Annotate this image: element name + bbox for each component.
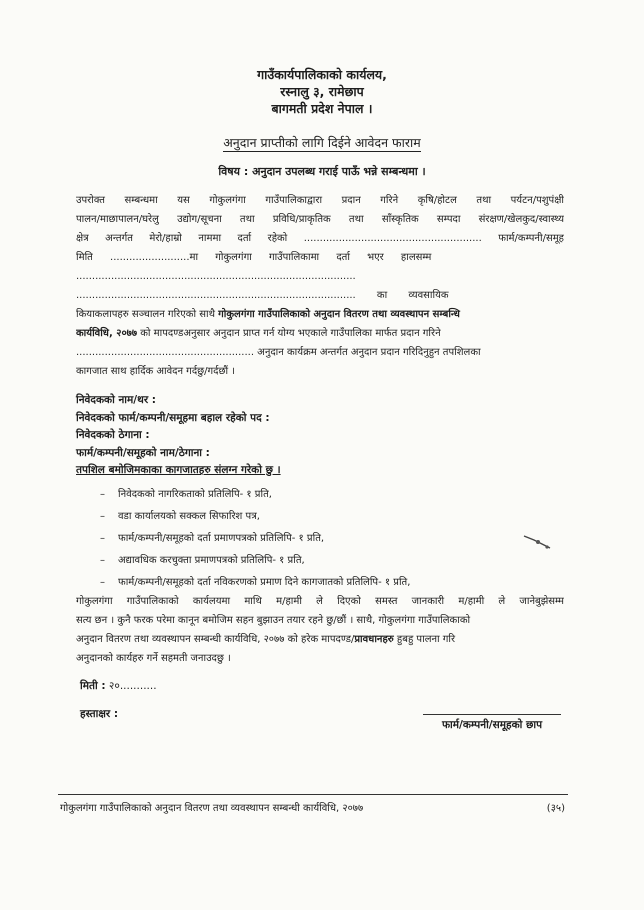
para2-line-3: कार्यविधि, २०७७ को मापदण्डअनुसार अनुदान प्राप्त गर्न योग्य भएकाले गाउँपालिका मार्फत प्रदान गरिने [76,328,441,339]
office-header [0,66,644,117]
header-line-3: बागमती प्रदेश नेपाल । [271,101,373,116]
document-item: – फार्म/कम्पनी/समूहको दर्ता प्रमाणपत्रको प्रतिलिपि- १ प्रति, [100,528,410,550]
date-field [80,679,157,693]
date-label: मिती : [80,680,106,692]
signature-label: हस्ताक्षर : [80,708,119,720]
stamp-rule [423,714,561,715]
para3-line-1: गोकुलगंगा गाउँपालिकाको कार्यलयमा माथि म/हामी ले दिएको समस्त जानकारी म/हामी ले जानेबुझेसम्म [76,596,564,607]
footer-rule [58,794,568,795]
date-value: २०........... [108,680,157,692]
document-item: – फार्म/कम्पनी/समूहको दर्ता नविकरणको प्रमाण दिने कागजातको प्रतिलिपि- १ प्रति, [100,572,410,594]
para1-line-4: मिति .........................मा गोकुलगंगा गाउँपालिकामा दर्ता भएर हालसम्म [76,252,432,263]
document-item: – वडा कार्यालयको सक्कल सिफारिश पत्र, [100,506,410,528]
document-item: – निवेदकको नागरिकताको प्रतिलिपि- १ प्रति, [100,484,410,506]
para1-line-1: उपरोक्त सम्बन्धमा यस गोकुलगंगा गाउँपालिकाद्वारा प्रदान गरिने कृषि/होटल तथा पर्यटन/पशुपंक्षी [76,195,564,206]
para3-line-2: सत्य छन । कुनै फरक परेमा कानून बमोजिम सहन बुझाउन तयार रहने छु/छौं । साथै, गोकुलगंगा गाउँपालिकाको [76,615,471,626]
header-line-2: रस्नालु ३, रामेछाप [280,84,364,99]
page-footer [60,800,565,814]
documents-heading: तपशिल बमोजिमकाका कागजातहरु संलग्न गरेको छु । [76,464,281,476]
para2-line-4: ........................................................ अनुदान कार्यक्रम अन्तर्गत अनुदान प्रदान गरिदिनुहुन तपशिलका [76,347,481,358]
ink-smudge-icon [520,530,554,552]
para1-line-3: क्षेत्र अन्तर्गत मेरो/हाम्रो नाममा दर्ता रहेको ........................................................ फार्म/कम्पनी/समूह [76,233,564,244]
para2-line-1: ........................................................................................ का व्यवसायिक [76,290,449,301]
para1-line-2: पालन/माछापालन/घरेलु उद्योग/सूचना तथा प्रविधि/प्राकृतिक तथा साँस्कृतिक सम्पदा संरक्षण/खेलकुद/स्वास्थ्य [76,214,564,225]
applicant-name-label: निवेदकको नाम/थर : [76,394,156,406]
applicant-fields [76,392,281,480]
para2-line-5: कागजात साथ हार्दिक आवेदन गर्दछु/गर्दछौं । [76,366,236,377]
applicant-address-label: निवेदकको ठेगाना : [76,429,150,441]
para3-line-3: अनुदान वितरण तथा व्यवस्थापन सम्बन्धी कार्यविधि, २०७७ को हरेक मापदण्ड/प्रावधानहरु हुबहु पालना गरि [76,634,456,645]
para1-line-5: ........................................................................................ [76,271,356,282]
page-number: (३५) [546,803,565,814]
position-label: निवेदकको फार्म/कम्पनी/समूहमा बहाल रहेको पद : [76,411,270,424]
firm-name-address-label: फार्म/कम्पनी/समूहको नाम/ठेगाना : [76,446,210,459]
paragraph-3 [76,592,564,668]
header-line-1: गाउँकार्यपालिकाको कार्यलय, [257,67,387,82]
para2-line-2: कियाकलापहरु सञ्चालन गरिएको साथै गोकुलगंगा गाउँपालिकाको अनुदान वितरण तथा व्यवस्थापन सम्बन्धि [76,309,460,320]
stamp-label: फार्म/कम्पनी/समूहको छाप [441,719,543,731]
form-title: अनुदान प्राप्तीको लागि दिईने आवेदन फाराम [223,135,421,150]
para3-line-4: अनुदानको कार्यहरु गर्ने सहमती जनाउदछु । [76,653,231,664]
paragraph-1 [76,191,564,286]
paragraph-2 [76,286,564,381]
document-item: – अद्यावधिक करचुक्ता प्रमाणपत्रको प्रतिलिपि- १ प्रति, [100,550,410,572]
subject-line: विषय : अनुदान उपलब्ध गराई पाऊँ भन्ने सम्बन्धमा । [218,165,426,178]
document-list [100,484,410,594]
footer-text: गोकुलगंगा गाउँपालिकाको अनुदान वितरण तथा व्यवस्थापन सम्बन्धी कार्यविधि, २०७७ [60,803,364,814]
